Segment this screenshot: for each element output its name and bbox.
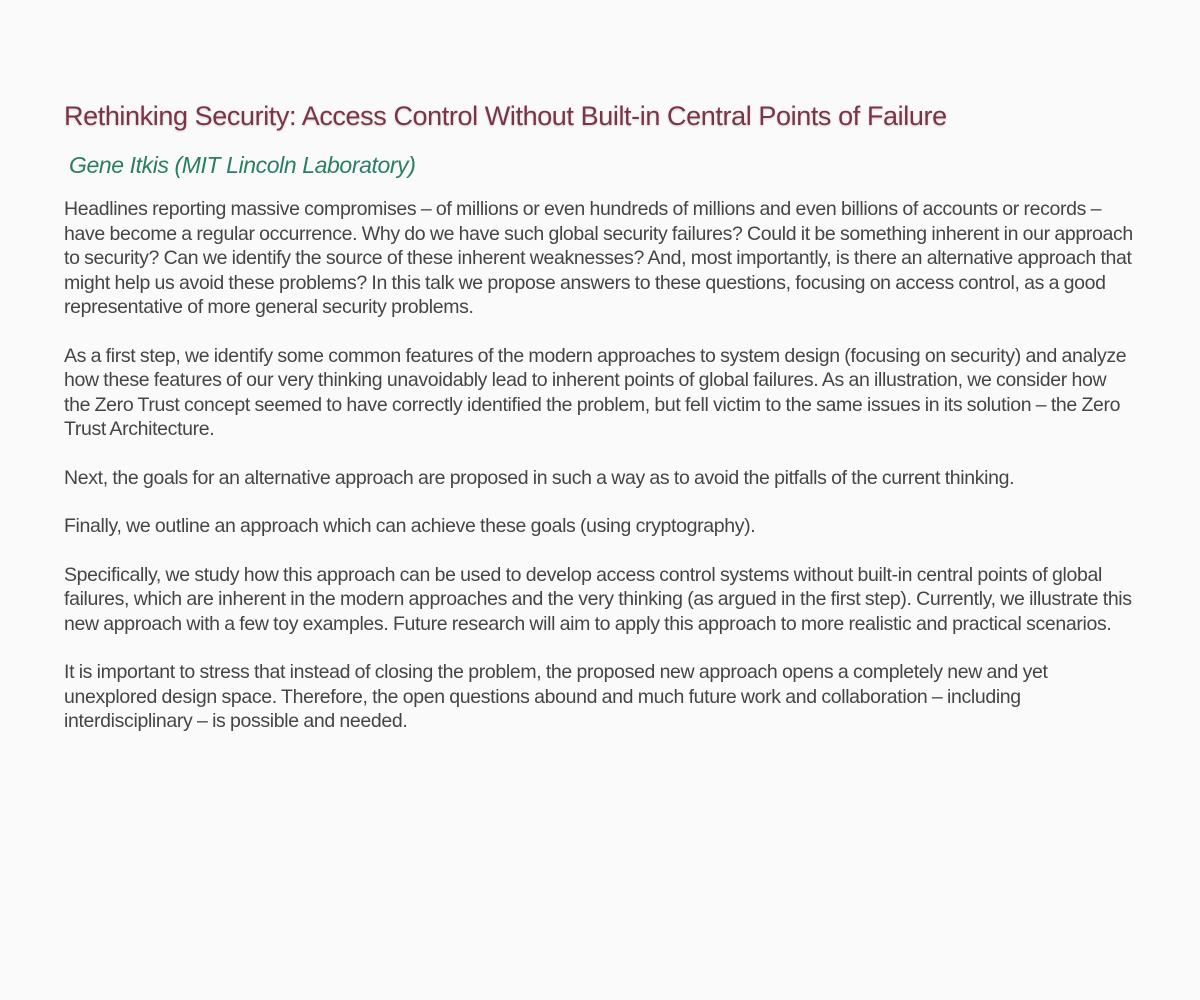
speaker-name: Gene Itkis (MIT Lincoln Laboratory) bbox=[69, 152, 416, 178]
talk-title: Rethinking Security: Access Control Without Built-in Central Points of Failure bbox=[64, 101, 947, 131]
abstract-paragraph-6: It is important to stress that instead of closing the problem, the proposed new approach opens a completely new and yet unexplored design space. Therefore, the open questions abound and much future work and collaboration – including interdisciplinary – is possible and needed. bbox=[64, 661, 1048, 732]
abstract-paragraph-3: Next, the goals for an alternative approach are proposed in such a way as to avoid the pitfalls of the current thinking. bbox=[64, 466, 1015, 489]
abstract-paragraph-1: Headlines reporting massive compromises – of millions or even hundreds of millions and even billions of accounts or records – have become a regular occurrence. Why do we have such global security failures? Could it be something inherent in our approach to security? Can we identify the source of these inherent weaknesses? And, most importantly, is there an alternative approach that might help us avoid these problems? In this talk we propose answers to these questions, focusing on access control, as a good representative of more general security problems. bbox=[64, 198, 1133, 318]
abstract bbox=[64, 197, 1136, 734]
abstract-paragraph-2: As a first step, we identify some common features of the modern approaches to system design (focusing on security) and analyze how these features of our very thinking unavoidably lead to inherent points of global failures. As an illustration, we consider how the Zero Trust concept seemed to have correctly identified the problem, but fell victim to the same issues in its solution – the Zero Trust Architecture. bbox=[64, 344, 1127, 440]
abstract-paragraph-5: Specifically, we study how this approach can be used to develop access control systems without built-in central points of global failures, which are inherent in the modern approaches and the very thinking (as argued in the first step). Currently, we illustrate this new approach with a few toy examples. Future research will aim to apply this approach to more realistic and practical scenarios. bbox=[64, 563, 1132, 635]
abstract-paragraph-4: Finally, we outline an approach which can achieve these goals (using cryptography). bbox=[64, 515, 756, 537]
